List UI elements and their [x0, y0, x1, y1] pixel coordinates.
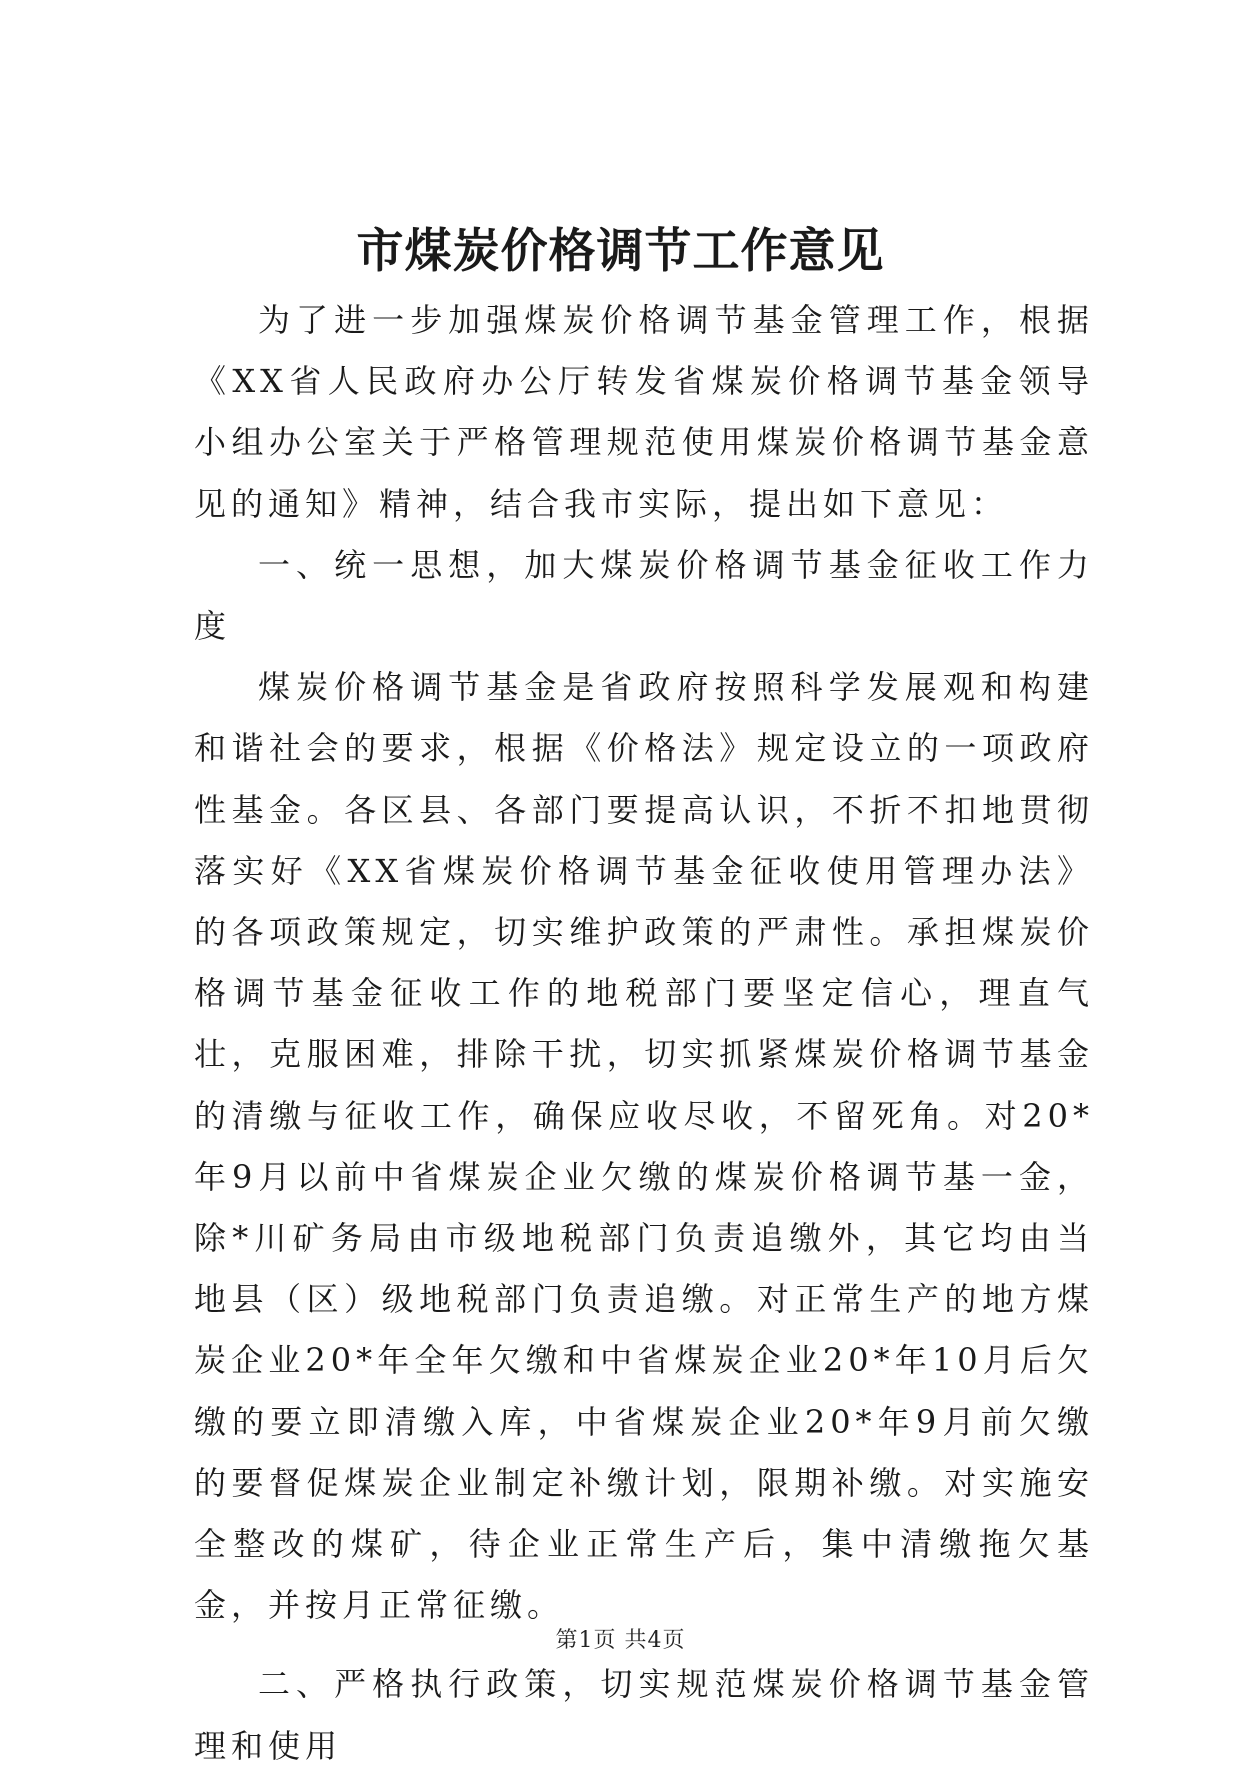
intro-paragraph: 为了进一步加强煤炭价格调节基金管理工作，根据《XX省人民政府办公厅转发省煤炭价格调节基金领导小组办公室关于严格管理规范使用煤炭价格调节基金意见的通知》精神，结合我市实际，提出如下意见：: [194, 301, 1094, 523]
page-number-footer: 第1页 共4页: [555, 1628, 686, 1653]
section-1-paragraph: 煤炭价格调节基金是省政府按照科学发展观和构建和谐社会的要求，根据《价格法》规定设立的一项政府性基金。各区县、各部门要提高认识，不折不扣地贯彻落实好《XX省煤炭价格调节基金征收使用管理办法》的各项政策规定，切实维护政策的严肃性。承担煤炭价格调节基金征收工作的地税部门要坚定信心，理直气壮，克服困难，排除干扰，切实抓紧煤炭价格调节基金的清缴与征收工作，确保应收尽收，不留死角。对20*年9月以前中省煤炭企业欠缴的煤炭价格调节基一金，除*川矿务局由市级地税部门负责追缴外，其它均由当地县（区）级地税部门负责追缴。对正常生产的地方煤炭企业20*年全年欠缴和中省煤炭企业20*年10月后欠缴的要立即清缴入库，中省煤炭企业20*年9月前欠缴的要督促煤炭企业制定补缴计划，限期补缴。对实施安全整改的煤矿，待企业正常生产后，集中清缴拖欠基金，并按月正常征缴。: [194, 668, 1094, 1625]
section-heading-1: 一、统一思想，加大煤炭价格调节基金征收工作力度: [194, 545, 1094, 646]
document-body: [194, 290, 1094, 1777]
section-heading-2: 二、严格执行政策，切实规范煤炭价格调节基金管理和使用: [194, 1665, 1094, 1765]
document-title: 市煤炭价格调节工作意见: [356, 224, 885, 279]
